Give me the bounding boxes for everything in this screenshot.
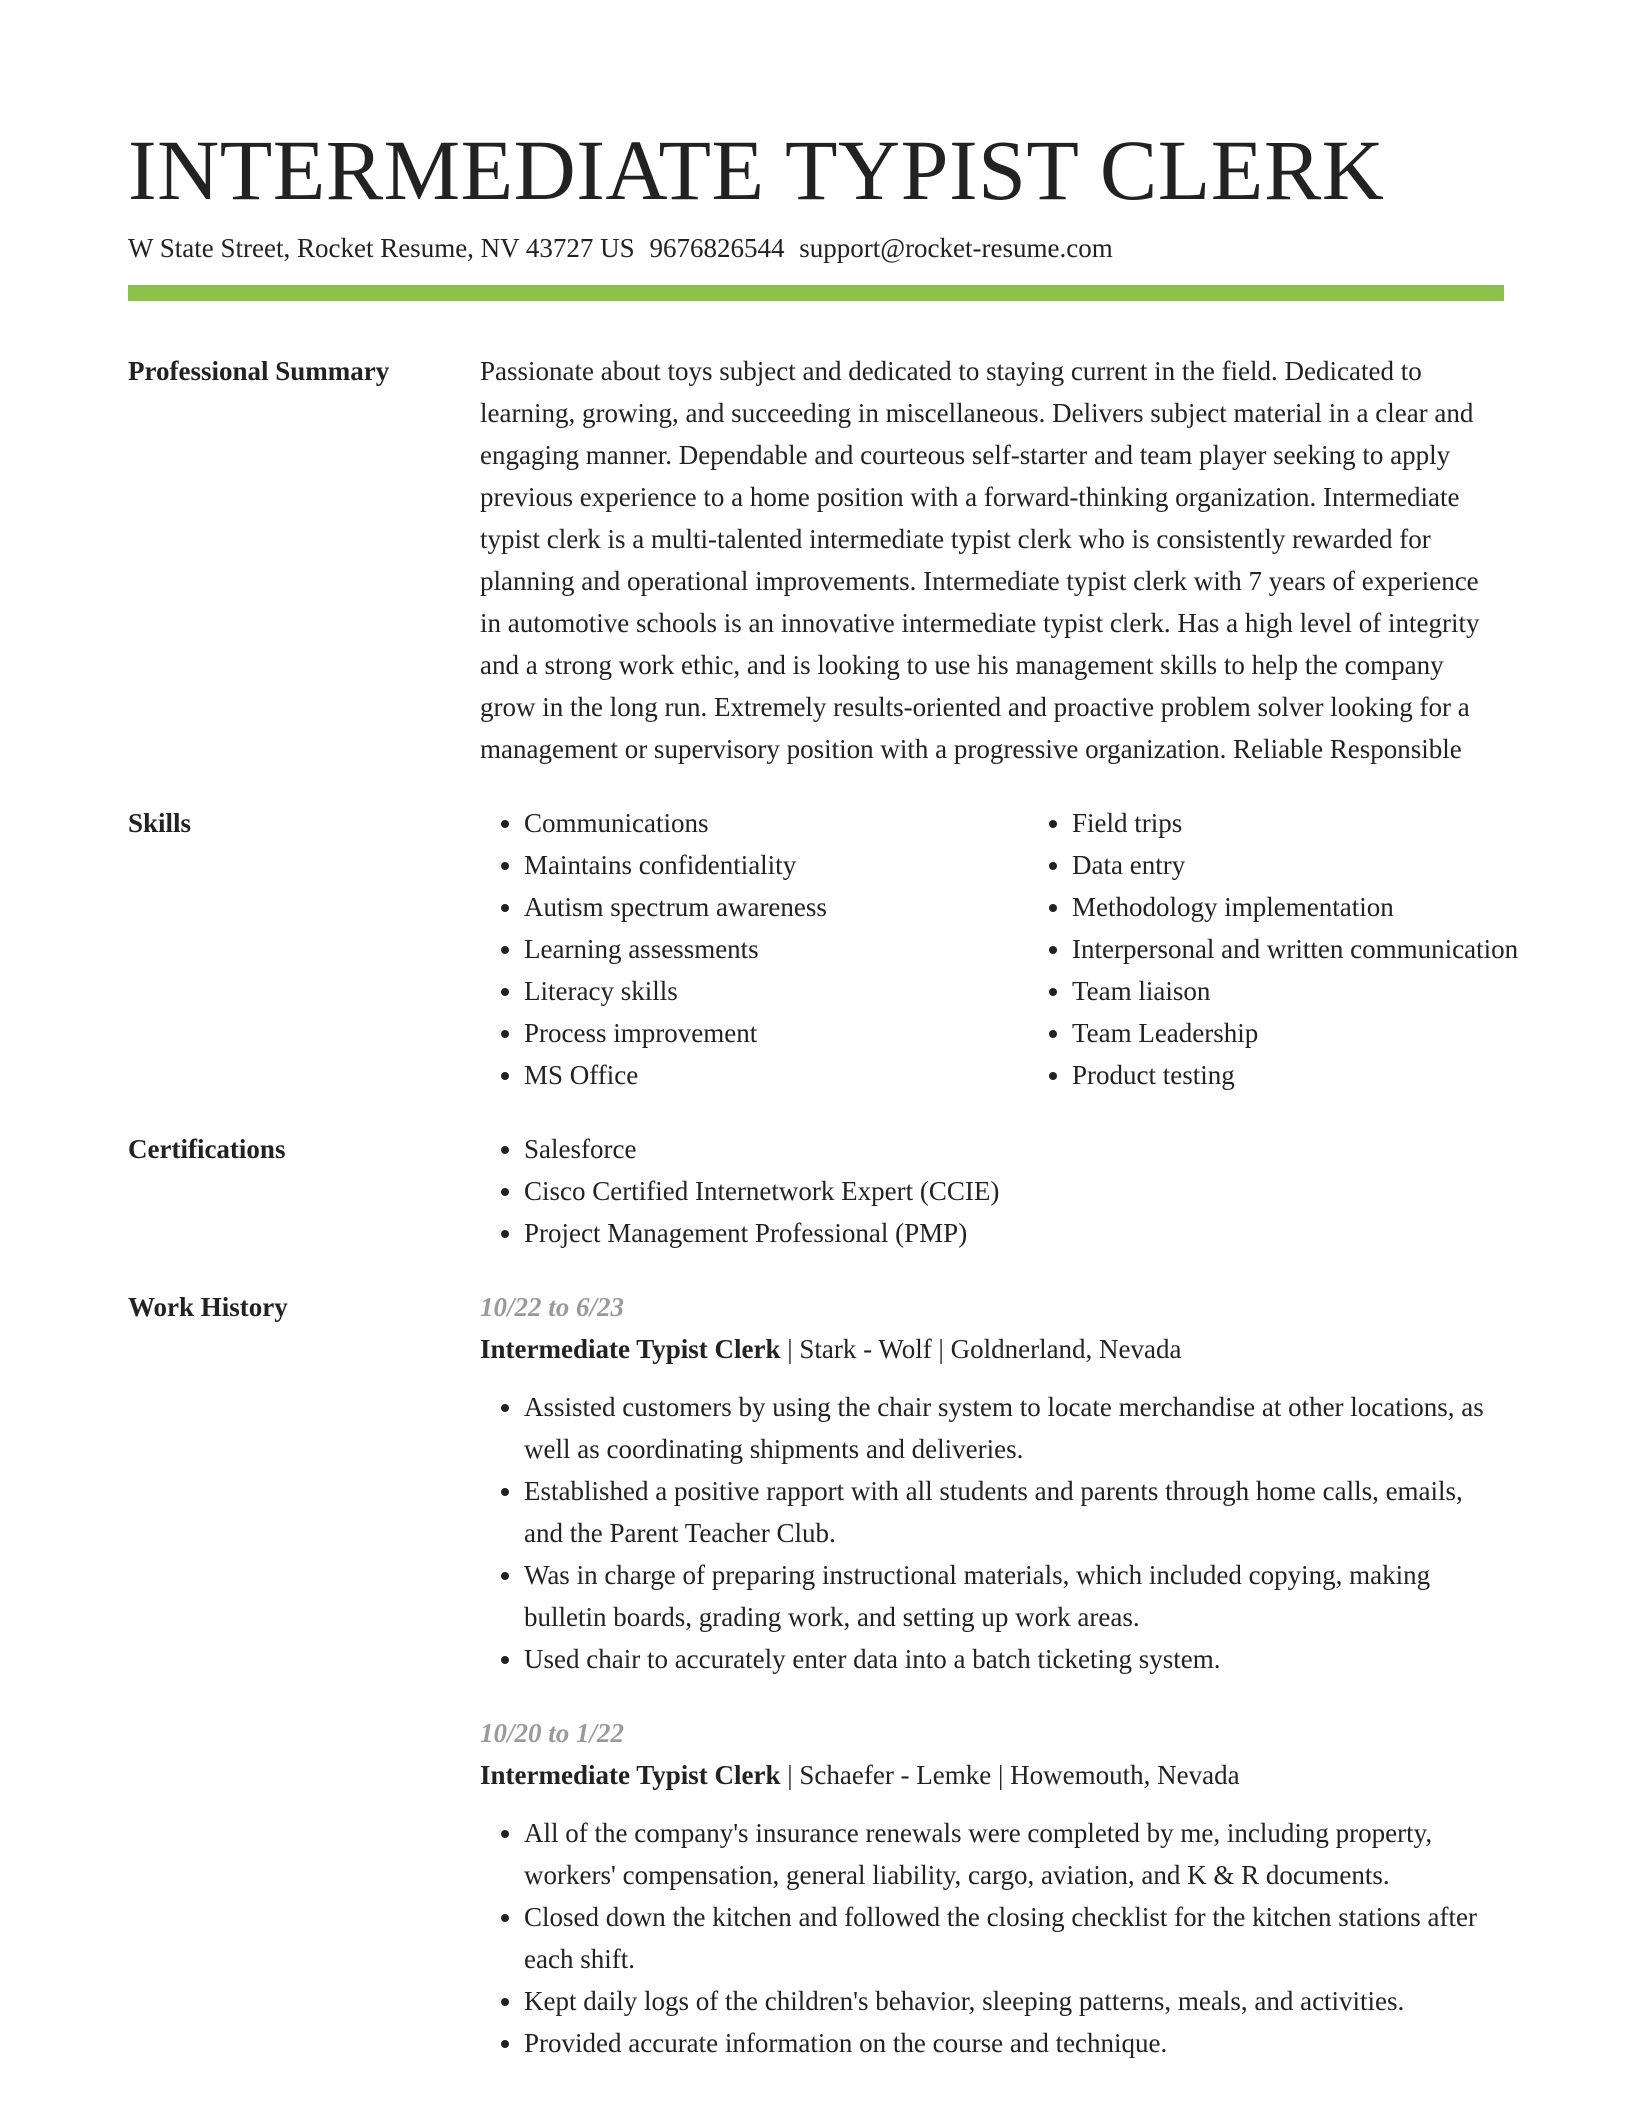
- work-history-content: [480, 1286, 1504, 2064]
- skills-section: [128, 802, 1519, 1096]
- certification-item: • Salesforce: [524, 1128, 1504, 1170]
- section-label-work-history: Work History: [128, 1292, 288, 1322]
- skill-item: • Data entry: [1072, 844, 1518, 886]
- job-title: Intermediate Typist Clerk: [480, 1760, 781, 1790]
- job-company-location: | Schaefer - Lemke | Howemouth, Nevada: [780, 1760, 1240, 1790]
- section-label-certifications: Certifications: [128, 1134, 286, 1164]
- contact-phone: 9676826544: [649, 233, 785, 263]
- job-dates: 10/22 to 6/23: [480, 1292, 625, 1322]
- skill-item: • Interpersonal and written communication: [1072, 928, 1518, 970]
- job-duty: • Assisted customers by using the chair system to locate merchandise at other locations, as well as coordinating shipments and deliveries.: [524, 1386, 1504, 1470]
- job-dates: 10/20 to 1/22: [480, 1718, 625, 1748]
- skill-item: • Team liaison: [1072, 970, 1518, 1012]
- job-heading: [480, 1328, 1504, 1370]
- skills-list-left: [480, 802, 1028, 1096]
- certification-item: • Project Management Professional (PMP): [524, 1212, 1504, 1254]
- skill-item: • Team Leadership: [1072, 1012, 1518, 1054]
- job-title: Intermediate Typist Clerk: [480, 1334, 781, 1364]
- contact-email: support@rocket-resume.com: [799, 233, 1113, 263]
- skill-item: • Literacy skills: [524, 970, 1028, 1012]
- certification-item: • Cisco Certified Internetwork Expert (CCIE): [524, 1170, 1504, 1212]
- certifications-content: [480, 1128, 1504, 1254]
- skill-item: • Methodology implementation: [1072, 886, 1518, 928]
- skill-item: • Process improvement: [524, 1012, 1028, 1054]
- job-duty: • Used chair to accurately enter data into a batch ticketing system.: [524, 1638, 1504, 1680]
- summary-content: [480, 350, 1504, 770]
- section-label-skills: Skills: [128, 808, 192, 838]
- job-duties: [480, 1386, 1504, 1680]
- header-divider: [128, 285, 1504, 301]
- job-duty: • Kept daily logs of the children's behavior, sleeping patterns, meals, and activities.: [524, 1980, 1504, 2022]
- certifications-list: [480, 1128, 1504, 1254]
- contact-address: W State Street, Rocket Resume, NV 43727 US: [128, 233, 635, 263]
- skill-item: • MS Office: [524, 1054, 1028, 1096]
- resume-header: [128, 118, 1504, 266]
- skill-item: • Product testing: [1072, 1054, 1518, 1096]
- summary-section: [128, 350, 1504, 770]
- candidate-name: INTERMEDIATE TYPIST CLERK: [128, 122, 1385, 218]
- skill-item: • Field trips: [1072, 802, 1518, 844]
- job-heading: [480, 1754, 1504, 1796]
- certifications-section: [128, 1128, 1504, 1254]
- skill-item: • Learning assessments: [524, 928, 1028, 970]
- job-duties: [480, 1812, 1504, 2064]
- contact-line: [128, 230, 1504, 266]
- job-entry: [480, 1286, 1504, 1680]
- skill-item: • Communications: [524, 802, 1028, 844]
- summary-text: Passionate about toys subject and dedicated to staying current in the field. Dedicated to learning, growing, and succeeding in miscellaneous. Delivers subject material in a clear and engaging manner. Dependable and courteous self-starter and team player seeking to apply previous experience to a home position with a forward-thinking organization. Intermediate typist clerk is a multi-talented intermediate typist clerk who is consistently rewarded for planning and operational improvements. Intermediate typist clerk with 7 years of experience in automotive schools is an innovative intermediate typist clerk. Has a high level of integrity and a strong work ethic, and is looking to use his management skills to help the company grow in the long run. Extremely results-oriented and proactive problem solver looking for a management or supervisory position with a progressive organization. Reliable Responsible: [480, 356, 1480, 764]
- job-duty: • All of the company's insurance renewals were completed by me, including property, workers' compensation, general liability, cargo, aviation, and K & R documents.: [524, 1812, 1504, 1896]
- section-label-summary: Professional Summary: [128, 356, 390, 386]
- job-duty: • Was in charge of preparing instructional materials, which included copying, making bulletin boards, grading work, and setting up work areas.: [524, 1554, 1504, 1638]
- job-duty: • Provided accurate information on the course and technique.: [524, 2022, 1504, 2064]
- work-history-section: [128, 1286, 1504, 2064]
- job-duty: • Established a positive rapport with all students and parents through home calls, emails, and the Parent Teacher Club.: [524, 1470, 1504, 1554]
- job-duty: • Closed down the kitchen and followed the closing checklist for the kitchen stations after each shift.: [524, 1896, 1504, 1980]
- resume-sections: [128, 350, 1519, 2096]
- skill-item: • Maintains confidentiality: [524, 844, 1028, 886]
- skills-content: [480, 802, 1518, 1096]
- job-company-location: | Stark - Wolf | Goldnerland, Nevada: [780, 1334, 1182, 1364]
- skill-item: • Autism spectrum awareness: [524, 886, 1028, 928]
- job-entry: [480, 1712, 1504, 2064]
- skills-list-right: [1028, 802, 1518, 1096]
